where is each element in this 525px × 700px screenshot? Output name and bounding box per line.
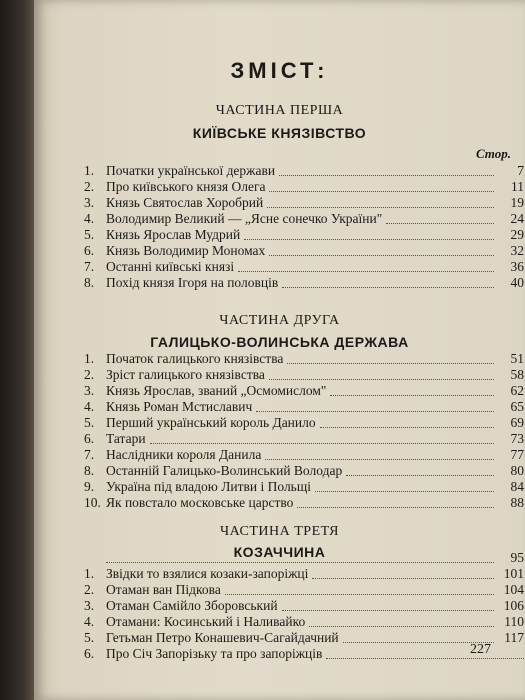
toc-entry-page: 29	[510, 227, 524, 242]
dot-leader	[282, 609, 494, 611]
dot-leader	[297, 506, 494, 508]
toc-entry-title: Початок галицького князівства	[106, 351, 284, 366]
toc-entry-number: 4.	[84, 211, 95, 226]
toc-entry-page: 40	[510, 275, 524, 290]
toc-entry-page: 7	[517, 163, 524, 178]
toc-entry-number: 8.	[84, 463, 95, 478]
toc-entry-number: 3.	[84, 195, 95, 210]
toc-entry	[84, 367, 524, 383]
toc-entry-title: Як повстало московське царство	[106, 495, 294, 510]
toc-entry-number: 3.	[84, 383, 95, 398]
toc-entry-title: Звідки то взялися козаки-запоріжці	[106, 566, 309, 581]
dot-leader	[330, 394, 494, 396]
toc-entry-title: Наслідники короля Данила	[106, 447, 262, 462]
dot-leader	[287, 362, 494, 364]
toc-entry-title: Гетьман Петро Конашевич-Сагайдачний	[106, 630, 339, 645]
toc-entry	[84, 463, 524, 479]
toc-entry	[84, 566, 524, 582]
toc-entry-page: 36	[510, 259, 524, 274]
toc-entry	[84, 399, 524, 415]
dot-leader	[309, 625, 494, 627]
toc-entry-title: Похід князя Ігоря на половців	[106, 275, 279, 290]
toc-entry	[84, 598, 524, 614]
toc-entry	[84, 479, 524, 495]
toc-entry-page: 84	[510, 479, 524, 494]
toc-entry	[84, 227, 524, 243]
toc-entry-number: 10.	[84, 495, 101, 510]
toc-entry-title: Перший український король Данило	[106, 415, 316, 430]
toc-entry-number: 2.	[84, 367, 95, 382]
toc-entry-page: 62	[510, 383, 524, 398]
toc-entry-title: Отаман Самійло Зборовський	[106, 598, 278, 613]
toc-entry-title: Князь Святослав Хоробрий	[106, 195, 264, 210]
toc-entry	[84, 163, 524, 179]
section-title-2: ГАЛИЦЬКО-ВОЛИНСЬКА ДЕРЖАВА	[150, 334, 409, 350]
toc-entry	[84, 582, 524, 598]
toc-entry	[84, 447, 524, 463]
toc-entry	[84, 614, 524, 630]
dot-leader	[269, 190, 494, 192]
toc-entry-page: 88	[510, 495, 524, 510]
toc-entry-page: 51	[510, 351, 524, 366]
book-page	[34, 0, 525, 700]
toc-entry-page: 65	[510, 399, 524, 414]
toc-entry	[84, 415, 524, 431]
toc-entry-title: Отамани: Косинський і Наливайко	[106, 614, 306, 629]
toc-entry-title: Останній Галицько-Волинський Володар	[106, 463, 343, 478]
toc-entry-page: 117	[504, 630, 524, 645]
toc-entry-page: 101	[503, 566, 524, 581]
toc-entry-number: 5.	[84, 630, 95, 645]
toc-entry-page: 77	[510, 447, 524, 462]
dot-leader	[265, 458, 494, 460]
toc-entry	[84, 550, 524, 566]
toc-entry-title: Отаман ван Підкова	[106, 582, 221, 597]
dot-leader	[238, 270, 494, 272]
part-label-1: ЧАСТИНА ПЕРША	[215, 103, 344, 118]
toc-entry-page: 58	[510, 367, 524, 382]
toc-entry-number: 5.	[84, 415, 95, 430]
toc-entry-page: 95	[510, 550, 524, 565]
toc-entry-page: 11	[511, 179, 524, 194]
toc-entry-page: 106	[503, 598, 524, 613]
page-number: 227	[470, 642, 491, 657]
toc-list-part-1	[84, 163, 524, 291]
toc-entry-number: 1.	[84, 163, 95, 178]
toc-entry-page: 73	[510, 431, 524, 446]
dot-leader	[256, 410, 494, 412]
toc-entry-title: Князь Роман Мстиславич	[106, 399, 253, 414]
toc-list-part-2	[84, 351, 524, 511]
toc-entry-number: 6.	[84, 243, 95, 258]
dot-leader	[282, 286, 494, 288]
dot-leader	[267, 206, 494, 208]
page-title: ЗМІСТ:	[230, 58, 329, 83]
toc-entry-title: Останні київські князі	[106, 259, 235, 274]
dot-leader	[106, 561, 494, 563]
dot-leader	[346, 474, 494, 476]
toc-entry	[84, 275, 524, 291]
dot-leader	[312, 577, 494, 579]
toc-entry	[84, 243, 524, 259]
section-title-1: КИЇВСЬКЕ КНЯЗІВСТВО	[192, 125, 367, 141]
section-title-3: КОЗАЧЧИНА	[233, 544, 326, 560]
toc-entry-title: Зріст галицького князівства	[106, 367, 265, 382]
book-binding-shadow	[0, 0, 34, 700]
dot-leader	[269, 378, 494, 380]
dot-leader	[315, 490, 494, 492]
toc-entry-title: Володимир Великий — „Ясне сонечко України"	[106, 211, 383, 226]
toc-entry	[84, 259, 524, 275]
dot-leader	[244, 238, 494, 240]
toc-entry-number: 7.	[84, 259, 95, 274]
dot-leader	[386, 222, 494, 224]
toc-entry-number: 7.	[84, 447, 95, 462]
toc-entry	[84, 179, 524, 195]
toc-entry-number: 8.	[84, 275, 95, 290]
toc-entry-title: Татари	[106, 431, 146, 446]
toc-entry-title: Україна під владою Литви і Польщі	[106, 479, 311, 494]
toc-entry-page: 104	[503, 582, 524, 597]
toc-entry	[84, 195, 524, 211]
toc-entry	[84, 431, 524, 447]
toc-entry	[84, 495, 524, 511]
toc-entry-number: 9.	[84, 479, 95, 494]
toc-entry-page: 69	[510, 415, 524, 430]
toc-entry-number: 1.	[84, 351, 95, 366]
toc-entry-number: 5.	[84, 227, 95, 242]
dot-leader	[225, 593, 494, 595]
part-label-3: ЧАСТИНА ТРЕТЯ	[220, 524, 339, 539]
toc-entry-page: 19	[510, 195, 524, 210]
toc-entry-number: 6.	[84, 431, 95, 446]
toc-entry-page: 110	[504, 614, 524, 629]
dot-leader	[150, 442, 494, 444]
toc-entry	[84, 630, 524, 646]
toc-entry-title: Початки української держави	[106, 163, 276, 178]
toc-entry	[84, 211, 524, 227]
toc-entry-number: 4.	[84, 399, 95, 414]
toc-entry-number: 2.	[84, 179, 95, 194]
part-label-2: ЧАСТИНА ДРУГА	[219, 313, 340, 328]
toc-entry-page: 80	[510, 463, 524, 478]
toc-entry	[84, 383, 524, 399]
toc-entry-title: Князь Ярослав Мудрий	[106, 227, 241, 242]
toc-entry-title: Князь Ярослав, званий „Осмомислом"	[106, 383, 327, 398]
toc-entry-title: Про Січ Запорізьку та про запоріжців	[106, 646, 323, 661]
toc-entry-page: 32	[510, 243, 524, 258]
dot-leader	[269, 254, 494, 256]
toc-entry-number: 3.	[84, 598, 95, 613]
toc-entry	[84, 351, 524, 367]
toc-entry-number: 1.	[84, 566, 95, 581]
toc-entry-title: Князь Володимир Мономах	[106, 243, 266, 258]
toc-entry-number: 6.	[84, 646, 95, 661]
page-column-label: Стор.	[475, 146, 511, 161]
dot-leader	[320, 426, 494, 428]
toc-list-part-3	[84, 550, 524, 662]
toc-entry-page: 24	[510, 211, 524, 226]
dot-leader	[279, 174, 494, 176]
toc-entry-number: 2.	[84, 582, 95, 597]
toc-entry-title: Про київського князя Олега	[106, 179, 266, 194]
dot-leader	[326, 657, 524, 659]
toc-entry-number: 4.	[84, 614, 95, 629]
toc-entry	[84, 646, 524, 662]
